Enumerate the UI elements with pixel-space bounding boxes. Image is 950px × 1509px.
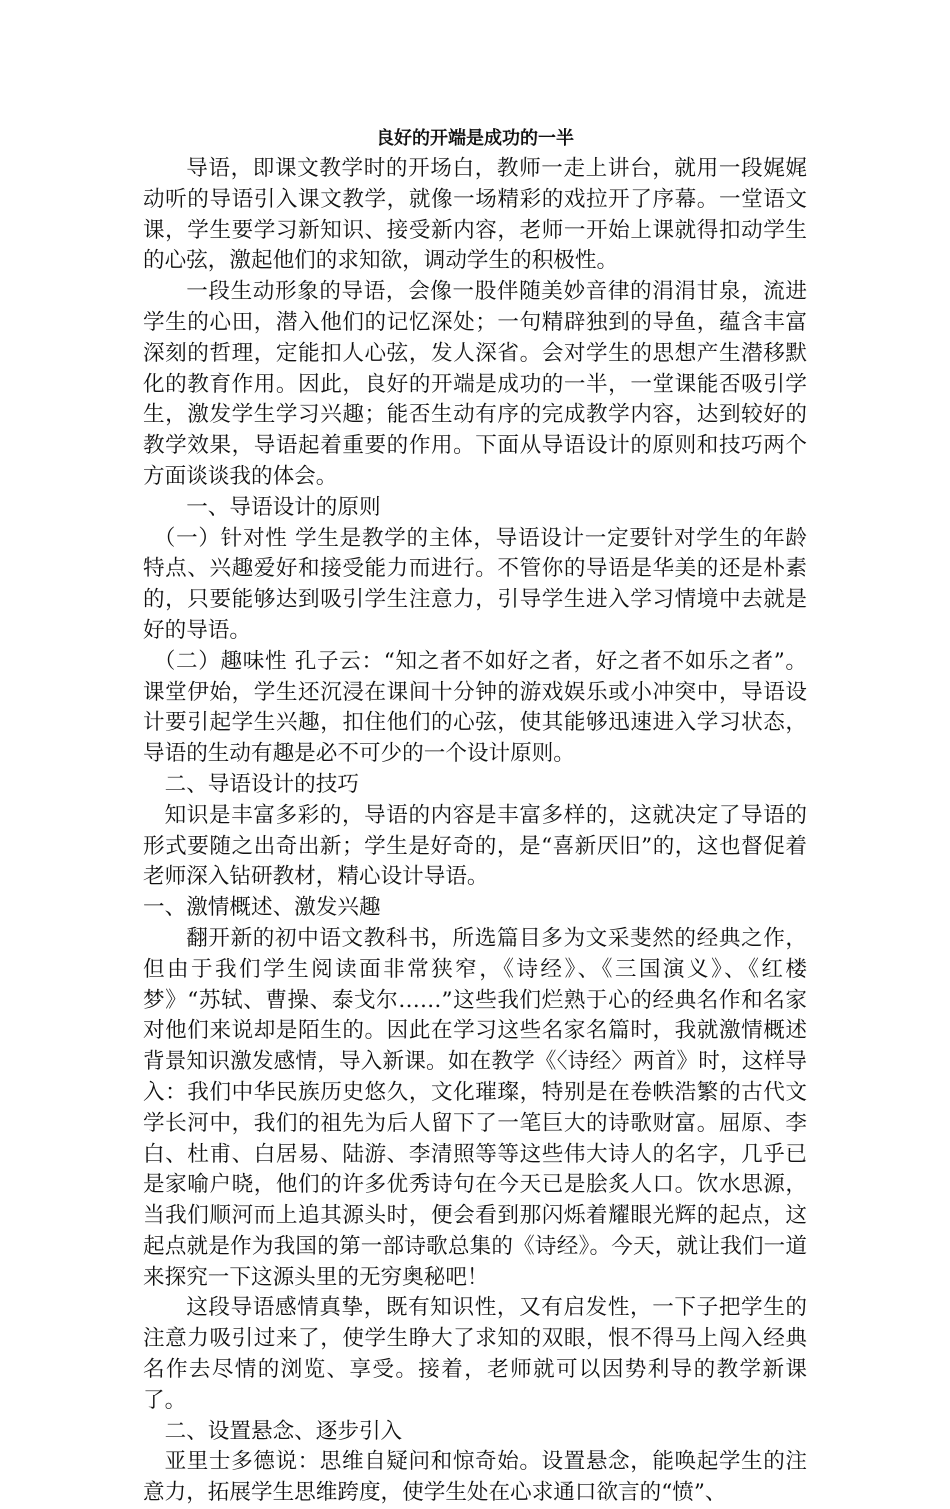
paragraph-suspense: 亚里士多德说：思维自疑问和惊奇始。设置悬念，能唤起学生的注意力，拓展学生思维跨度，使学生处在心求通口欲言的“愤”、 bbox=[143, 1449, 807, 1506]
paragraph-pertinence: （一）针对性 学生是教学的主体，导语设计一定要针对学生的年龄特点、兴趣爱好和接受能力而进行。不管你的导语是华美的还是朴素的，只要能够达到吸引学生注意力，引导学生进入学习情境中去就是好的导语。 bbox=[143, 525, 807, 643]
paragraph-interest: （二）趣味性 孔子云：“知之者不如好之者，好之者不如乐之者”。课堂伊始，学生还沉浸在课间十分钟的游戏娱乐或小冲突中，导语设计要引起学生兴趣，扣住他们的心弦，使其能够迅速进入学习状态，导语的生动有趣是必不可少的一个设计原则。 bbox=[143, 648, 807, 767]
heading-suspense: 二、设置悬念、逐步引入 bbox=[164, 1418, 403, 1444]
paragraph-passion-comment: 这段导语感情真挚，既有知识性，又有启发性，一下子把学生的注意力吸引过来了，使学生睁大了求知的双眼，恨不得马上闯入经典名作去尽情的浏览、享受。接着，老师就可以因势利导的教学新课了。 bbox=[143, 1295, 807, 1413]
heading-passion: 一、激情概述、激发兴趣 bbox=[143, 895, 381, 921]
heading-principles: 一、导语设计的原则 bbox=[186, 494, 381, 520]
document-title: 良好的开端是成功的一半 bbox=[376, 128, 574, 149]
paragraph-passion-example: 翻开新的初中语文教科书，所选篇目多为文采斐然的经典之作，但由于我们学生阅读面非常狭窄，《诗经》、《三国演义》、《红楼梦》“苏轼、曹操、泰戈尔……”这些我们烂熟于心的经典名作和名家对他们来说却是陌生的。因此在学习这些名家名篇时，我就激情概述背景知识激发感情，导入新课。如在教学《〈诗经〉两首》时，这样导入：我们中华民族历史悠久，文化璀璨，特别是在卷帙浩繁的古代文学长河中，我们的祖先为后人留下了一笔巨大的诗歌财富。屈原、李白、杜甫、白居易、陆游、李清照等等这些伟大诗人的名字，几乎已是家喻户晓，他们的许多优秀诗句在今天已是脍炙人口。饮水思源，当我们顺河而上追其源头时，便会看到那闪烁着耀眼光辉的起点，这起点就是作为我国的第一部诗歌总集的《诗经》。今天，就让我们一道来探究一下这源头里的无穷奥秘吧！ bbox=[143, 925, 807, 1290]
heading-techniques: 二、导语设计的技巧 bbox=[164, 771, 359, 797]
paragraph-intro: 导语，即课文教学时的开场白，教师一走上讲台，就用一段娓娓动听的导语引入课文教学，就像一场精彩的戏拉开了序幕。一堂语文课，学生要学习新知识、接受新内容，老师一开始上课就得扣动学生的心弦，激起他们的求知欲，调动学生的积极性。 bbox=[143, 156, 807, 274]
paragraph-importance: 一段生动形象的导语，会像一股伴随美妙音律的涓涓甘泉，流进学生的心田，潜入他们的记忆深处；一句精辟独到的导鱼，蕴含丰富深刻的哲理，定能扣人心弦，发人深省。会对学生的思想产生潜移默化的教育作用。因此，良好的开端是成功的一半，一堂课能否吸引学生，激发学生学习兴趣；能否生动有序的完成教学内容，达到较好的教学效果，导语起着重要的作用。下面从导语设计的原则和技巧两个方面谈谈我的体会。 bbox=[143, 279, 807, 489]
document-page bbox=[143, 124, 807, 1509]
paragraph-techniques-intro: 知识是丰富多彩的，导语的内容是丰富多样的，这就决定了导语的形式要随之出奇出新；学生是好奇的，是“喜新厌旧”的，这也督促着老师深入钻研教材，精心设计导语。 bbox=[143, 802, 807, 890]
